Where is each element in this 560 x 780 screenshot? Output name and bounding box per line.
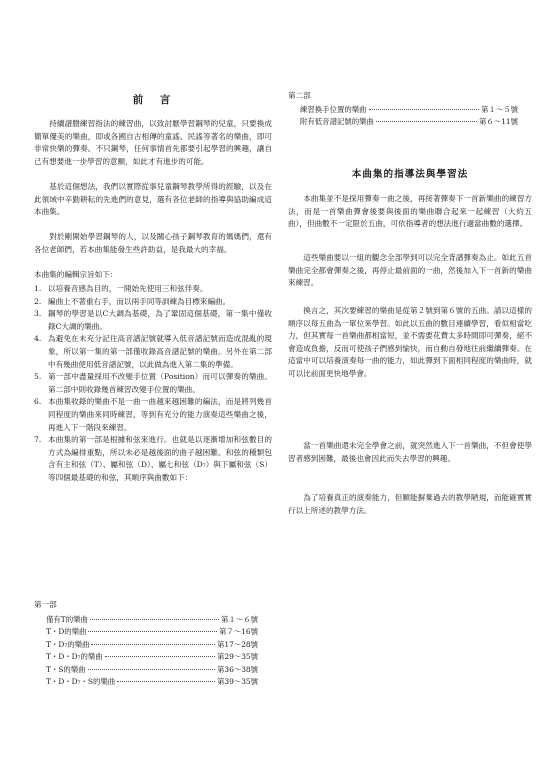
principle-item bbox=[34, 308, 272, 333]
dot-leader bbox=[105, 656, 215, 657]
principle-text: 本曲集收錄的樂曲不是一曲一曲越來越困難的編法，而是將列幾首同程度的樂曲來同時練習，等到有充分的能力演奏這些樂曲之後，再進入下一階段來練習。 bbox=[48, 397, 272, 432]
principle-item bbox=[34, 296, 272, 309]
contents-title: 練習換手位置的樂曲 bbox=[300, 105, 367, 114]
principle-text: 鋼琴的學習是以C大調為基礎，為了鞏固這個基礎，第一集中僅收錄C大調的樂曲。 bbox=[48, 309, 272, 331]
principle-number: 5. bbox=[34, 372, 42, 382]
contents-range: 第17～28號 bbox=[217, 639, 258, 649]
dot-leader bbox=[88, 669, 215, 670]
dot-leader bbox=[91, 644, 215, 645]
method-paragraph-4: 當一首樂曲還未完全學會之前，就突然進入下一首樂曲，不但會使學習者感到困難，最後也會因此而失去學習的興趣。 bbox=[288, 441, 532, 463]
preface-paragraph-3: 對於剛開始學習鋼琴的人，以及關心孩子鋼琴教育的媽媽們，還有各位老師們，若本曲集能發生些許助益，是我最大的幸福。 bbox=[34, 232, 272, 254]
part1-contents bbox=[46, 614, 258, 688]
contents-title: 僅有T的樂曲 bbox=[46, 615, 88, 624]
principle-item bbox=[34, 434, 272, 484]
principle-item bbox=[34, 333, 272, 371]
contents-range: 第６～11號 bbox=[479, 117, 518, 127]
contents-range: 第７～16號 bbox=[219, 627, 258, 637]
principle-number: 1. bbox=[34, 284, 42, 293]
principle-item bbox=[34, 283, 272, 296]
method-title: 本曲集的指導法與學習法 bbox=[351, 169, 469, 180]
method-paragraph-2: 這些樂曲要以一組的觀念全部學到可以完全背譜彈奏為止。如此五首樂曲完全都會彈奏之後，再停止最前面的一曲，然後加入下一首新的樂曲來練習。 bbox=[288, 253, 532, 288]
dot-leader bbox=[369, 109, 480, 110]
principle-number: 6. bbox=[34, 397, 42, 407]
principle-item bbox=[34, 396, 272, 434]
dot-leader bbox=[117, 681, 215, 682]
contents-row bbox=[46, 651, 258, 663]
dot-leader bbox=[376, 121, 477, 122]
principle-number: 4. bbox=[34, 334, 42, 344]
contents-title: T・S的樂曲 bbox=[46, 664, 86, 674]
contents-title: 附有低音譜記號的樂曲 bbox=[300, 117, 374, 127]
principle-item bbox=[34, 371, 272, 396]
contents-range: 第１～５號 bbox=[481, 105, 518, 114]
contents-title: T・D・D₇・S的樂曲 bbox=[46, 677, 116, 687]
contents-row bbox=[46, 626, 258, 638]
contents-row bbox=[300, 116, 518, 128]
part2-label: 第二部 bbox=[288, 91, 311, 100]
contents-row bbox=[46, 639, 258, 651]
contents-range: 第29～35號 bbox=[217, 652, 258, 662]
principle-number: 3. bbox=[34, 309, 42, 319]
contents-title: T・D₇的樂曲 bbox=[46, 639, 90, 649]
method-paragraph-5: 為了培養真正的演奏能力，但願能摒棄過去的教學陋規，而能確實實行以上所述的教學方法。 bbox=[288, 493, 532, 515]
preface-paragraph-2: 基於這個想法，我們以實際從事兒童鋼琴教學所得的經驗，以及在此領域中辛勤耕耘的先進們的意見，選有各位老師的指導與協助編成這本曲集。 bbox=[34, 182, 272, 217]
contents-range: 第１～６號 bbox=[221, 615, 258, 624]
part1-label: 第一部 bbox=[34, 600, 57, 609]
contents-row bbox=[300, 104, 518, 116]
contents-range: 第39～35號 bbox=[217, 677, 258, 687]
principle-text: 為避免在未充分記住高音譜記號就導入低音譜記號而造成混亂的現象，所以第一集的第一部僅收錄高音譜記號的樂曲。另外在第二部中有幾曲使用低音譜記號，以此做為進入第二集的準備。 bbox=[48, 334, 272, 369]
contents-title: T・D・D₇的樂曲 bbox=[46, 652, 103, 662]
preface-paragraph-1: 持續譜謄練習指法的練習曲，以致討厭學習鋼琴的兒童，只要換成簡單優美的樂曲，即或各國自古相傳的童謠、民謠等著名的樂曲，即可非常快樂的彈奏。不只鋼琴，任何事情首先都要引起學習的興趣，讓自己有想要進一步學習的意願，如此才有進步的可能。 bbox=[34, 119, 272, 166]
principles-label: 本曲集的編輯宗旨如下： bbox=[34, 270, 118, 279]
contents-row bbox=[46, 664, 258, 676]
principle-text: 編曲上不著重右手，而以兩手同等訓練為目標來編曲。 bbox=[48, 296, 231, 306]
method-paragraph-3: 換言之，其次要練習的樂曲是從第２號到第６號的五曲。請以這樣的順序以每五曲為一單位來學習。如此以五曲的數目連續學習，看似相當吃力，但其實每一首樂曲都相當短，並不需要花費太多時間即可彈奏，絕不會造成負擔，反而可使孩子們感到愉快，而自動自發地往前繼續彈奏。在這當中可以培養演奏每一曲的能力，如此彈到下面相同程度的樂曲時，就可以比前面更快地學會。 bbox=[288, 306, 532, 378]
principle-text: 以培養音感為目的，一開始先使用三和弦伴奏。 bbox=[48, 284, 208, 293]
part2-contents bbox=[300, 104, 518, 129]
dot-leader bbox=[90, 619, 219, 620]
principles-list bbox=[34, 283, 272, 485]
principle-number: 2. bbox=[34, 296, 42, 306]
principle-number: 7. bbox=[34, 435, 42, 445]
dot-leader bbox=[88, 631, 217, 632]
contents-row bbox=[46, 614, 258, 626]
contents-row bbox=[46, 676, 258, 688]
contents-title: T・D的樂曲 bbox=[46, 627, 87, 637]
contents-range: 第36～38號 bbox=[217, 664, 258, 674]
principle-text: 第一部中盡量採用不改變手位置（Position）而可以彈奏的樂曲。第二部中則收錄幾首練習改變手位置的樂曲。 bbox=[48, 372, 272, 394]
principle-text: 本曲集的第一部是根據和弦來進行。也就是以逐漸增加和弦數目的方式為編排重點，所以未必是越後面的曲子越困難。和弦的種類包含有主和弦（T）、屬和弦（D）、屬七和弦（D₇）與下屬和弦（S）等四個最基礎的和弦，其順序與曲數如下： bbox=[48, 435, 272, 482]
preface-title: 前 言 bbox=[132, 94, 174, 106]
method-paragraph-1: 本曲集並不是採用彈奏一曲之後，再接著彈奏下一首新樂曲的練習方法，而是一首樂曲彈會後要與後面的樂曲聯合起來一起練習（大約五曲），但曲數不一定限於五曲，可依指導者的想法進行適當曲數的選擇。 bbox=[288, 194, 532, 229]
